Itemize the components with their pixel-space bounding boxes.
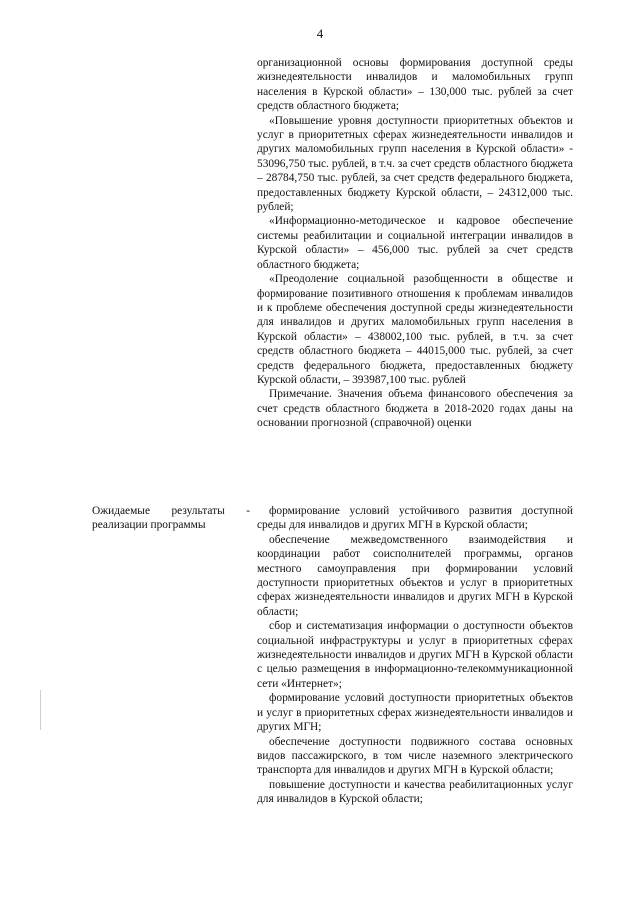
result-item: повышение доступности и качества реабилитационных услуг для инвалидов в Курской области; — [257, 778, 573, 806]
scan-margin-mark — [40, 690, 41, 730]
results-label-line1 — [92, 504, 250, 518]
funding-paragraph: «Информационно-методическое и кадровое обеспечение системы реабилитации и социальной интеграции инвалидов в Курской области» – 456,000 тыс. рублей за счет средств областного бюджета; — [257, 215, 573, 271]
funding-paragraph: «Преодоление социальной разобщенности в обществе и формирование позитивного отношения к проблемам инвалидов и к проблеме обеспечения доступной среды жизнедеятельности для инвалидов и других маломобильных групп населения в Курской области» – 438002,100 тыс. рублей, в т.ч. за счет средств областного бюджета – 44015,000 тыс. рублей, за счет средств федерального бюджета, предоставленных бюджету Курской области, – 393987,100 тыс. рублей — [257, 273, 573, 386]
page-number: 4 — [316, 26, 324, 41]
funding-paragraph: «Повышение уровня доступности приоритетных объектов и услуг в приоритетных сферах жизнедеятельности инвалидов и других маломобильных групп населения в Курской области» - 53096,750 тыс. рублей, в т.ч. за счет средств областного бюджета – 28784,750 тыс. рублей, за счет средств федерального бюджета, предоставленных бюджету Курской области, – 24312,000 тыс. рублей; — [257, 114, 573, 214]
results-label — [92, 504, 250, 533]
result-item: сбор и систематизация информации о доступности объектов социальной инфраструктуры и услуг в приоритетных сферах жизнедеятельности инвалидов и других МГН в Курской области с целью размещения в информационно-телекоммуникационной сети «Интернет»; — [257, 620, 573, 690]
funding-note: Примечание. Значения объема финансового обеспечения за счет средств областного бюджета в 2018-2020 годах даны на основании прогнозной (справочной) оценки — [257, 388, 573, 430]
expected-results — [257, 504, 573, 807]
result-item: формирование условий доступности приоритетных объектов и услуг в приоритетных сферах жизнедеятельности инвалидов и других МГН; — [257, 692, 573, 734]
results-label-line2: реализации программы — [92, 519, 206, 532]
results-label-dash: - — [246, 505, 250, 517]
funding-paragraph: организационной основы формирования доступной среды жизнедеятельности инвалидов и маломобильных групп населения в Курской области» – 130,000 тыс. рублей за счет средств областного бюджета; — [257, 57, 573, 113]
results-label-word: результаты — [171, 505, 225, 517]
result-item: обеспечение доступности подвижного состава основных видов пассажирского, в том числе наземного электрического транспорта для инвалидов и других МГН в Курской области; — [257, 735, 573, 777]
result-item: обеспечение межведомственного взаимодействия и координации работ соисполнителей программы, органов местного самоуправления при формировании условий доступности приоритетных объектов и услуг в приоритетных сферах жизнедеятельности инвалидов и других МГН в Курской области; — [257, 533, 573, 618]
results-label-word: Ожидаемые — [92, 505, 151, 517]
funding-details — [257, 56, 573, 431]
result-item: формирование условий устойчивого развития доступной среды для инвалидов и других МГН в Курской области; — [257, 505, 573, 532]
